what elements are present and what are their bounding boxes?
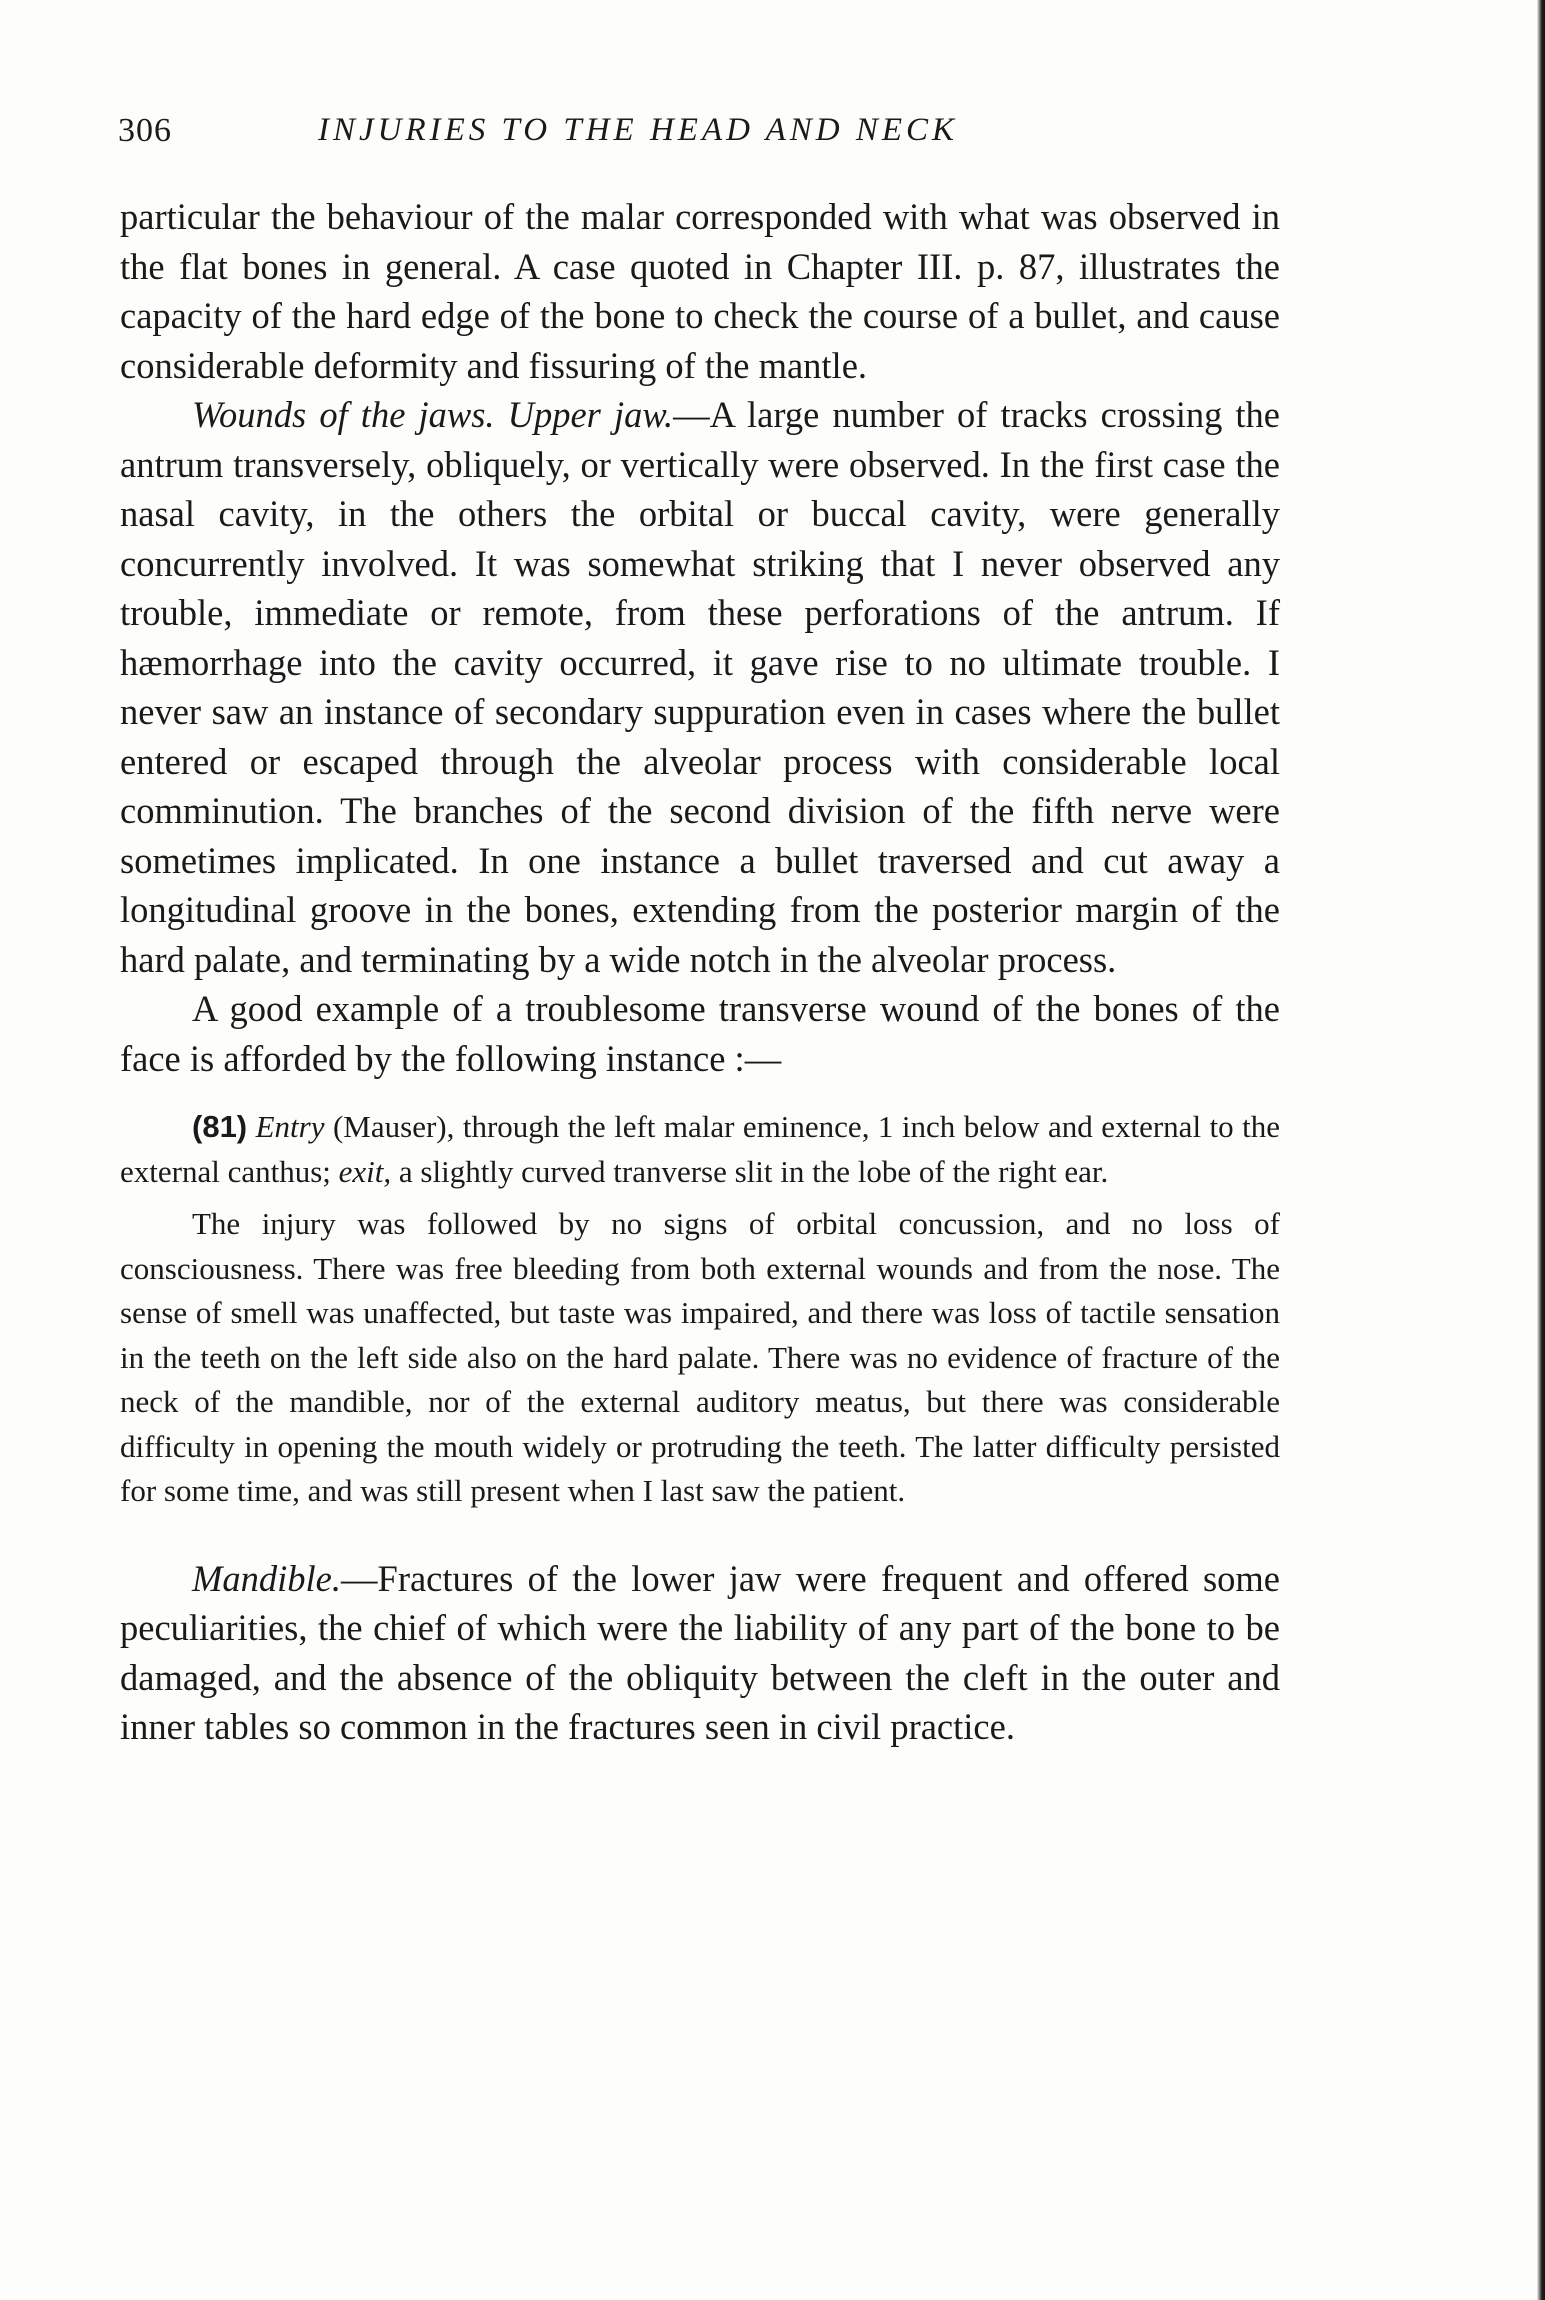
paragraph-upper-jaw bbox=[120, 390, 1280, 984]
running-head: INJURIES TO THE HEAD AND NECK bbox=[318, 112, 959, 148]
case-entry-label: Entry bbox=[255, 1109, 325, 1144]
case-81-entry bbox=[120, 1105, 1280, 1194]
paragraph-malar: particular the behaviour of the malar corresponded with what was observed in the flat bones in general. A case quoted in Chapter III. p. 87, illustrates the capacity of the hard edge of the bone to check the course of a bullet, and cause considerable deformity and fissuring of the mantle. bbox=[120, 196, 1280, 386]
case-81-description: The injury was followed by no signs of orbital concussion, and no loss of consciousness. There was free bleeding from both external wounds and from the nose. The sense of smell was unaffected, but taste was impaired, and there was loss of tactile sensation in the teeth on the left side also on the hard palate. There was no evidence of fracture of the neck of the mandible, nor of the external auditory meatus, but there was considerable difficulty in opening the mouth widely or protruding the teeth. The latter difficulty persisted for some time, and was still present when I last saw the patient. bbox=[120, 1206, 1280, 1508]
section-heading-wounds-of-jaws: Wounds of the jaws. bbox=[192, 394, 495, 435]
mandible-text: —Fractures of the lower jaw were frequent and offered some peculiarities, the chief of which were the liability of any part of the bone to be damaged, and the absence of the obliquity between the cleft in the outer and inner tables so common in the fractures seen in civil practice. bbox=[120, 1557, 1280, 1747]
subheading-mandible: Mandible. bbox=[192, 1557, 342, 1599]
case-number: (81) bbox=[192, 1109, 248, 1144]
page-header bbox=[118, 112, 1278, 162]
subheading-upper-jaw: Upper jaw. bbox=[507, 394, 674, 435]
page-number: 306 bbox=[118, 112, 172, 149]
paragraph-mandible bbox=[120, 1554, 1280, 1752]
paragraph-example-intro: A good example of a troublesome transverse wound of the bones of the face is afforded by the following instance :— bbox=[120, 988, 1280, 1079]
page-binding-edge bbox=[1537, 0, 1545, 2300]
case-exit-label: exit, bbox=[338, 1153, 392, 1189]
case-exit-text: a slightly curved tranverse slit in the lobe of the right ear. bbox=[391, 1153, 1109, 1189]
body-text bbox=[120, 192, 1280, 1752]
upper-jaw-text: —A large number of tracks crossing the antrum transversely, obliquely, or vertically were observed. In the first case the nasal cavity, in the others the orbital or buccal cavity, were generally concurrently involved. It was somewhat striking that I never observed any trouble, immediate or remote, from these perforations of the antrum. If hæmorrhage into the cavity occurred, it gave rise to no ultimate trouble. I never saw an instance of secondary suppuration even in cases where the bullet entered or escaped through the alveolar process with considerable local comminution. The branches of the second division of the fifth nerve were sometimes implicated. In one instance a bullet traversed and cut away a longitudinal groove in the bones, extending from the posterior margin of the hard palate, and terminating by a wide notch in the alveolar process. bbox=[120, 394, 1281, 980]
case-entry-text: (Mauser), through the left malar eminence, 1 inch below and external to the external canthus; bbox=[120, 1109, 1281, 1189]
